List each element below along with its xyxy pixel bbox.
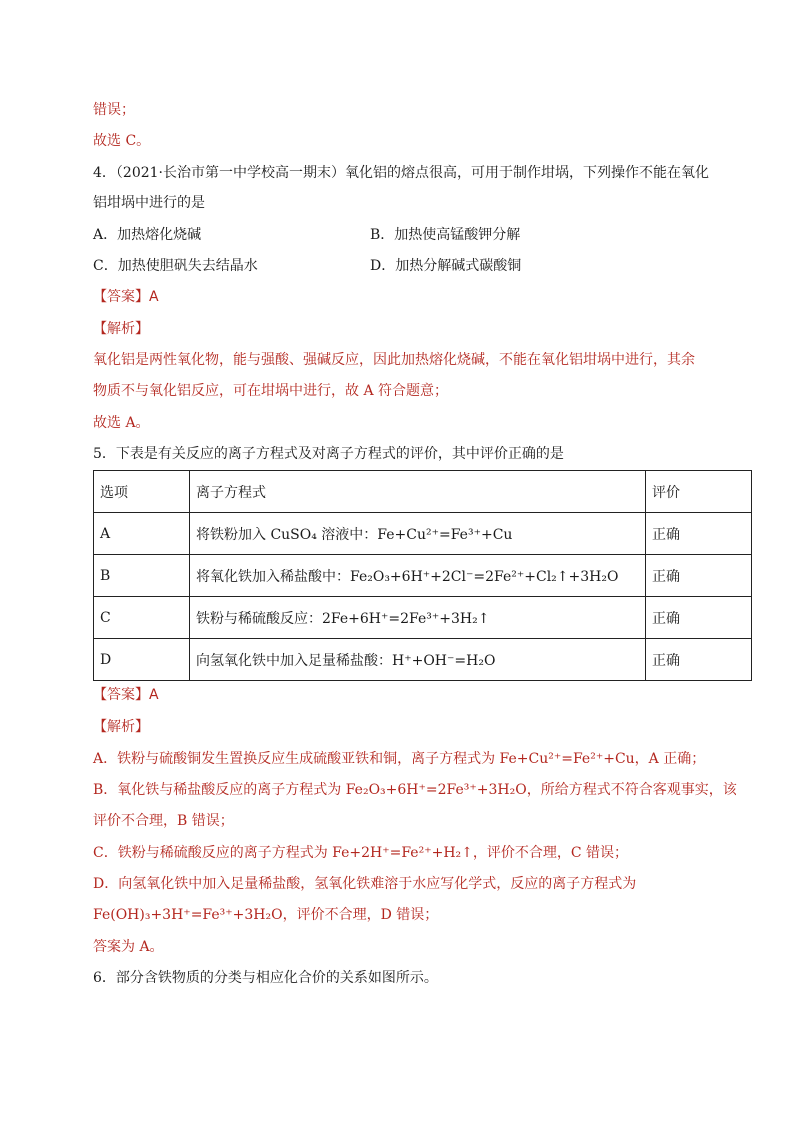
prev-analysis-error: 错误；	[93, 102, 135, 118]
table-header: 评价	[646, 471, 752, 513]
q5-analysis-tag	[93, 717, 149, 737]
table-cell-eval: 正确	[646, 513, 752, 555]
q4-option-a: A．加热熔化烧碱	[93, 227, 202, 243]
q6-stem: 6．部分含铁物质的分类与相应化合价的关系如图所示。	[93, 970, 438, 986]
q5-analysis-d2: Fe(OH)₃+3H⁺=Fe³⁺+3H₂O，评价不合理，D 错误；	[93, 907, 439, 923]
table-cell-eval: 正确	[646, 597, 752, 639]
q4-option-b: B．加热使高锰酸钾分解	[370, 227, 521, 243]
q4-option-d: D．加热分解碱式碳酸铜	[370, 258, 522, 274]
q4-analysis-line1: 氧化铝是两性氧化物，能与强酸、强碱反应，因此加热熔化烧碱，不能在氧化铝坩埚中进行，其余	[93, 352, 695, 368]
table-row	[94, 555, 752, 597]
q4-analysis-tag	[93, 319, 149, 339]
q5-analysis-c: C．铁粉与稀硫酸反应的离子方程式为 Fe+2H⁺=Fe²⁺+H₂↑，评价不合理，C 错误；	[93, 845, 629, 861]
prev-choose: 故选 C。	[93, 133, 151, 149]
table-row	[94, 639, 752, 681]
q4-option-c: C．加热使胆矾失去结晶水	[93, 258, 258, 274]
table-cell-option: B	[94, 555, 190, 597]
analysis-tag: 【解析】	[93, 321, 149, 337]
table-cell-equation: 将铁粉加入 CuSO₄ 溶液中：Fe+Cu²⁺=Fe³⁺+Cu	[190, 513, 646, 555]
q5-stem: 5．下表是有关反应的离子方程式及对离子方程式的评价，其中评价正确的是	[93, 446, 564, 462]
table-cell-eval: 正确	[646, 555, 752, 597]
table-cell-eval: 正确	[646, 639, 752, 681]
answer-value: A	[149, 687, 159, 703]
table-cell-option: A	[94, 513, 190, 555]
table-cell-equation: 将氧化铁加入稀盐酸中：Fe₂O₃+6H⁺+2Cl⁻=2Fe²⁺+Cl₂↑+3H₂O	[190, 555, 646, 597]
q4-choose: 故选 A。	[93, 415, 150, 431]
table-header: 选项	[94, 471, 190, 513]
analysis-tag: 【解析】	[93, 719, 149, 735]
table-header-row	[94, 471, 752, 513]
q4-stem-line2: 铝坩埚中进行的是	[93, 195, 205, 211]
q5-analysis-b2: 评价不合理，B 错误；	[93, 813, 234, 829]
table-row	[94, 597, 752, 639]
table-header: 离子方程式	[190, 471, 646, 513]
table-cell-option: C	[94, 597, 190, 639]
q5-conclusion: 答案为 A。	[93, 939, 164, 955]
q5-analysis-a: A．铁粉与硫酸铜发生置换反应生成硫酸亚铁和铜，离子方程式为 Fe+Cu²⁺=Fe²⁺+Cu，A 正确；	[93, 751, 706, 767]
table-row	[94, 513, 752, 555]
q5-analysis-b1: B．氧化铁与稀盐酸反应的离子方程式为 Fe₂O₃+6H⁺=2Fe³⁺+3H₂O，所给方程式不符合客观事实，该	[93, 782, 737, 798]
q4-stem-line1: 4．（2021·长治市第一中学校高一期末）氧化铝的熔点很高，可用于制作坩埚，下列操作不能在氧化	[93, 165, 709, 181]
table-cell-equation: 向氢氧化铁中加入足量稀盐酸：H⁺+OH⁻=H₂O	[190, 639, 646, 681]
table-cell-option: D	[94, 639, 190, 681]
table-cell-equation: 铁粉与稀硫酸反应：2Fe+6H⁺=2Fe³⁺+3H₂↑	[190, 597, 646, 639]
q4-answer	[93, 287, 159, 307]
q5-table	[93, 470, 752, 681]
answer-tag: 【答案】	[93, 687, 149, 703]
q5-answer	[93, 685, 159, 705]
q4-analysis-line2: 物质不与氧化铝反应，可在坩埚中进行，故 A 符合题意；	[93, 383, 449, 399]
answer-tag: 【答案】	[93, 289, 149, 305]
q5-analysis-d1: D．向氢氧化铁中加入足量稀盐酸，氢氧化铁难溶于水应写化学式，反应的离子方程式为	[93, 876, 637, 892]
answer-value: A	[149, 289, 159, 305]
